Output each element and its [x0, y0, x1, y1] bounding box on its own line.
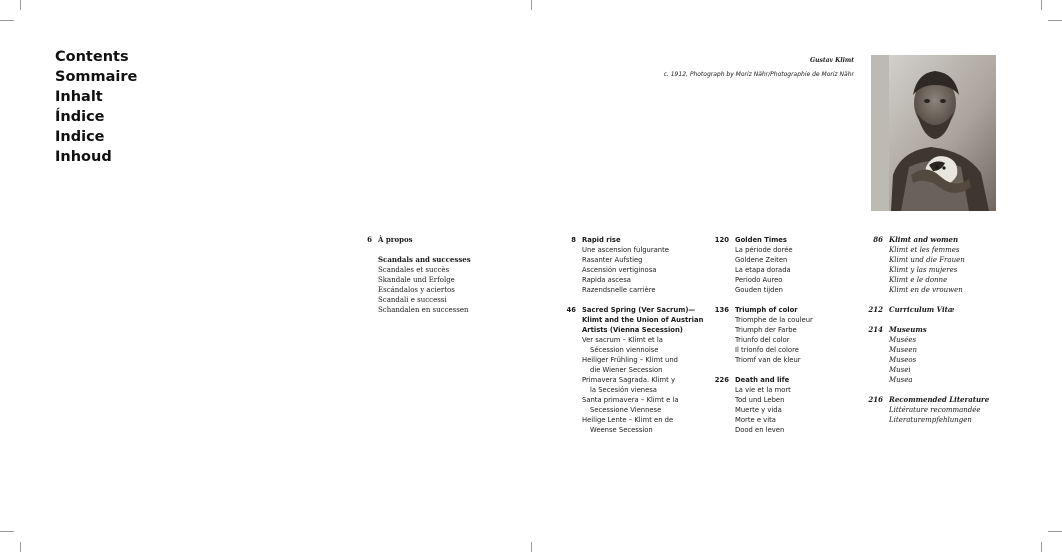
entry-translation: Scandales et succès [378, 266, 450, 274]
entry-title: Recommended Literature [889, 395, 990, 404]
entry-title: Klimt and women [889, 235, 959, 244]
entry-translation: Goldene Zeiten [735, 256, 788, 264]
entry-translation: Klimt e le donne [889, 276, 948, 284]
crop-mark [1041, 542, 1042, 552]
entry-translation: Triunfo del color [735, 336, 790, 344]
crop-mark [20, 0, 21, 10]
entry-translation: Museen [889, 346, 918, 354]
page-number: 46 [566, 306, 576, 314]
entry-translation: la Secesión vienesa [590, 386, 657, 394]
crop-mark [0, 20, 14, 21]
page-number: 8 [571, 236, 576, 244]
portrait-photo [871, 55, 996, 211]
portrait-illustration [871, 55, 996, 211]
entry-translation: La vie et la mort [735, 386, 791, 394]
entry-translation: Tod und Leben [735, 396, 785, 404]
photo-caption-title: Gustav Klimt [810, 57, 854, 64]
entry-translation: Razendsnelle carrière [582, 286, 656, 294]
toc-entry-death-and-life [714, 375, 813, 435]
entry-translation: Secessione Viennese [590, 406, 662, 414]
toc-entry-recommended-literature [868, 395, 990, 425]
entry-translation: Littérature recommandée [889, 406, 981, 414]
entry-translation: Morte e vita [735, 416, 776, 424]
page-number: 216 [868, 395, 883, 404]
entry-translation: Klimt et les femmes [889, 246, 960, 254]
entry-translation: Rapida ascesa [582, 276, 631, 284]
entry-translation: Triumph der Farbe [735, 326, 797, 334]
entry-translation: Weense Secession [590, 426, 653, 434]
toc-entry-curriculum-vitae [868, 305, 989, 315]
entry-title: Sacred Spring (Ver Sacrum)— [582, 306, 696, 314]
crop-mark [531, 542, 532, 552]
toc-entry-klimt-and-women [873, 235, 989, 295]
entry-title: Curriculum Vitæ [889, 305, 955, 314]
toc-entry-golden-times [714, 235, 813, 295]
crop-mark [20, 542, 21, 552]
entry-translation: Klimt und die Frauen [889, 256, 965, 264]
entry-title: Death and life [735, 376, 790, 384]
entry-translation: Gouden tijden [735, 286, 783, 294]
entry-translation: Schandalen en successen [378, 306, 469, 314]
entry-translation: Primavera Sagrada. Klimt y [582, 376, 676, 384]
page-number: 86 [873, 235, 883, 244]
entry-translation: Museos [889, 356, 917, 364]
entry-translation: Ascensión vertiginosa [582, 266, 657, 274]
entry-translation: Klimt y las mujeres [889, 266, 958, 274]
entry-translation: Heilige Lente – Klimt en de [582, 416, 674, 424]
heading-dutch: Inhoud [55, 149, 112, 165]
toc-column-4 [868, 235, 990, 435]
page-number: 214 [868, 325, 883, 334]
toc-column-2 [566, 235, 704, 445]
page-number: 6 [367, 235, 372, 244]
heading-english: Contents [55, 49, 129, 65]
entry-title: Artists (Vienna Secession) [582, 326, 683, 334]
heading-spanish: Índice [55, 109, 105, 125]
entry-translation: Musées [889, 336, 917, 344]
entry-translation: Sécession viennoise [590, 346, 659, 354]
entry-title: Klimt and the Union of Austrian [582, 316, 704, 324]
heading-french: Sommaire [55, 69, 138, 85]
entry-title: Museums [889, 325, 927, 334]
toc-entry-rapid-rise [571, 235, 703, 295]
photo-caption [664, 56, 854, 79]
photo-caption-credit: c. 1912, Photograph by Moriz Nähr/Photographie de Moriz Nähr [663, 71, 854, 78]
heading-italian: Indice [55, 129, 105, 145]
entry-translation: Une ascension fulgurante [582, 246, 669, 254]
toc-entry-scandals [378, 255, 471, 315]
page-number: 226 [714, 376, 729, 384]
entry-title: À propos [378, 235, 413, 244]
entry-translation: Escándalos y aciertos [378, 286, 455, 294]
page-number: 212 [868, 305, 883, 314]
toc-column-3 [714, 235, 813, 445]
crop-mark [1041, 0, 1042, 10]
crop-mark [1048, 531, 1062, 532]
entry-translation: die Wiener Secession [590, 366, 663, 374]
toc-entry-museums [868, 325, 989, 385]
entry-translation: Periodo Aureo [735, 276, 783, 284]
page-number: 136 [714, 306, 729, 314]
entry-title: Golden Times [735, 236, 787, 244]
entry-translation: Dood en leven [735, 426, 785, 434]
crop-mark [531, 0, 532, 10]
crop-mark [0, 531, 14, 532]
entry-translation: Musea [889, 376, 913, 384]
entry-translation: Muerte y vida [735, 406, 782, 414]
entry-translation: La période dorée [735, 246, 793, 254]
entry-translation: Triomf van de kleur [735, 356, 801, 364]
entry-translation: Skandale und Erfolge [378, 276, 455, 284]
entry-translation: Triomphe de la couleur [735, 316, 813, 324]
heading-german: Inhalt [55, 89, 103, 105]
entry-title: Triumph of color [735, 306, 798, 314]
entry-translation: Heiliger Frühling – Klimt und [582, 356, 678, 364]
entry-translation: Rasanter Aufstieg [582, 256, 643, 264]
entry-translation: Ver sacrum – Klimt et la [582, 336, 663, 344]
entry-title: Scandals and successes [378, 255, 471, 264]
toc-entry-triumph-of-color [714, 305, 813, 365]
entry-translation: Scandali e successi [378, 296, 447, 304]
entry-translation: Musei [889, 366, 911, 374]
toc-entry-sacred-spring [566, 305, 704, 435]
entry-translation: Santa primavera – Klimt e la [582, 396, 679, 404]
entry-title: Rapid rise [582, 236, 621, 244]
entry-translation: La etapa dorada [735, 266, 791, 274]
entry-translation: Il trionfo del colore [735, 346, 799, 354]
page-number: 120 [714, 236, 729, 244]
toc-column-1 [367, 235, 471, 325]
entry-translation: Literaturempfehlungen [889, 416, 972, 424]
contents-heading-block [55, 47, 137, 167]
crop-mark [1048, 20, 1062, 21]
toc-entry-a-propos [367, 235, 471, 245]
entry-translation: Klimt en de vrouwen [889, 286, 963, 294]
